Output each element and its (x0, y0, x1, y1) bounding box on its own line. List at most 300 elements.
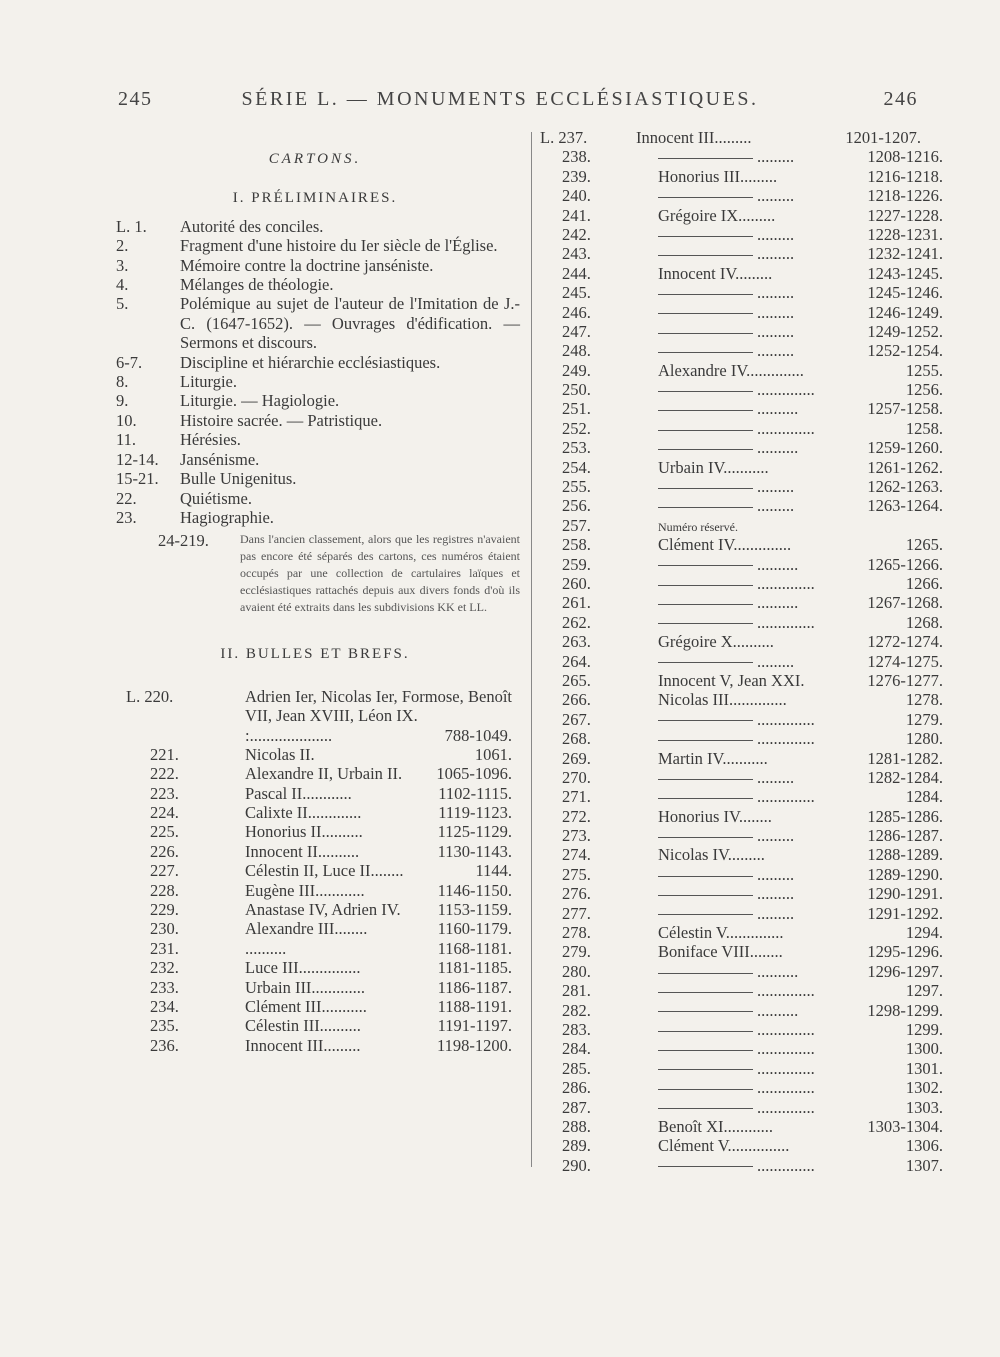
bulle-name-cell (658, 283, 858, 302)
bulle-number: 248. (562, 341, 591, 361)
bulle-date: 1061. (474, 744, 512, 764)
bulle-date: 1168-1181. (437, 938, 512, 958)
ditto-rule (658, 1089, 753, 1090)
bulle-name-cell (658, 923, 858, 942)
bulle-name: .......... (757, 399, 799, 419)
bulle-first-date-row (110, 726, 520, 745)
bulle-entry (540, 903, 943, 923)
bulle-number: 283. (562, 1019, 591, 1039)
bulle-date: 1262-1263. (867, 477, 943, 497)
section-heading-bulles: II. BULLES ET BREFS. (220, 646, 410, 663)
ditto-rule (658, 1166, 753, 1167)
bulle-number: 280. (562, 961, 591, 981)
bulle-name-cell (658, 322, 858, 341)
bulle-date: 1261-1262. (867, 457, 943, 477)
bulle-number: 284. (562, 1039, 591, 1059)
bulle-date: 1186-1187. (437, 977, 512, 997)
bulle-entry (540, 418, 943, 438)
bulle-entry (110, 1036, 520, 1055)
bulle-name-cell (658, 361, 858, 380)
bulle-entry (110, 881, 520, 900)
ditto-rule (658, 623, 753, 624)
bulle-date: 1297. (905, 981, 943, 1001)
bulle-name-cell (658, 690, 858, 709)
bulle-date: 1276-1277. (867, 670, 943, 690)
bulle-date: 1198-1200. (436, 1035, 512, 1055)
bulle-entry (540, 457, 943, 477)
bulle-name: Alexandre II, Urbain II. (245, 764, 403, 784)
ditto-rule (658, 895, 753, 896)
bulle-date: 1301. (905, 1058, 943, 1078)
bulle-date: 1065-1096. (436, 764, 512, 784)
bulle-entry (540, 399, 943, 419)
bulle-name: .............. (757, 1058, 815, 1078)
bulle-number: 244. (562, 263, 591, 283)
bulle-name: Innocent III......... (636, 128, 752, 147)
bulle-name-cell (658, 419, 858, 438)
bulle-name-cell (658, 438, 858, 457)
bulle-name: .............. (757, 981, 815, 1001)
bulle-number: 230. (150, 919, 179, 939)
bulle-number: 251. (562, 399, 591, 419)
bulle-number: 278. (562, 923, 591, 943)
ditto-rule (658, 333, 753, 334)
bulle-first-leader: :.................... (245, 725, 333, 745)
bulle-date: 1265-1266. (867, 554, 943, 574)
bulle-entry (540, 1097, 943, 1117)
bulle-entry (540, 806, 943, 826)
preliminaire-entry (110, 469, 520, 488)
bulle-name-cell (658, 225, 858, 244)
page-number-right: 246 (883, 88, 918, 110)
entry-text: Bulle Unigenitus. (180, 469, 297, 489)
bulle-name-cell (658, 942, 858, 961)
bulle-name: .......... (757, 593, 799, 613)
bulle-name-cell (658, 652, 858, 671)
bulle-name: Innocent IV......... (658, 263, 773, 283)
bulle-date: 1282-1284. (867, 767, 943, 787)
bulle-entry (110, 764, 520, 783)
bulle-date: 1279. (905, 709, 943, 729)
bulle-date: 1296-1297. (867, 961, 943, 981)
bulle-name-cell (658, 264, 858, 283)
bulle-date: 1232-1241. (867, 244, 943, 264)
bulle-first-date: 788-1049. (444, 725, 512, 745)
bulle-number: 245. (562, 283, 591, 303)
bulle-name: .......... (757, 961, 799, 981)
bulle-number: 269. (562, 748, 591, 768)
preliminaire-entry (110, 236, 520, 255)
bulle-name: ......... (757, 302, 795, 322)
ditto-rule (658, 1050, 753, 1051)
bulle-number: 281. (562, 981, 591, 1001)
bulle-date: 1191-1197. (437, 1016, 512, 1036)
bulle-name-cell (658, 399, 858, 418)
bulle-entry (540, 748, 943, 768)
bulle-name-cell (658, 167, 858, 186)
bulle-first-text: Adrien Ier, Nicolas Ier, Formose, Benoît VII, Jean XVIII, Léon IX. (245, 686, 512, 726)
entry-number: L. 1. (116, 216, 147, 236)
bulle-entry (540, 1000, 943, 1020)
entry-number: 11. (116, 430, 137, 450)
bulle-name: Célestin III.......... (245, 1016, 361, 1036)
bulle-name: ......... (757, 651, 795, 671)
bulle-name: Nicolas IV......... (658, 845, 765, 865)
bulle-name: Clément IV.............. (658, 535, 792, 555)
bulle-entry (540, 554, 943, 574)
bulle-name-cell (658, 516, 858, 535)
page-number-left: 245 (118, 88, 153, 110)
bulle-name-cell (658, 787, 858, 806)
ditto-rule (658, 430, 753, 431)
bulle-entry (540, 729, 943, 749)
bulle-entry (110, 842, 520, 861)
bulle-name-cell (658, 981, 858, 1000)
bulle-name: Nicolas III.............. (658, 690, 787, 710)
bulle-entry (540, 1136, 943, 1156)
bulle-entry (540, 438, 943, 458)
bulle-number: 259. (562, 554, 591, 574)
bulle-date: 1299. (905, 1019, 943, 1039)
entry-number: 12-14. (116, 449, 159, 469)
bulle-name: .......... (245, 938, 287, 958)
bulle-name-cell (658, 380, 858, 399)
bulle-number: 241. (562, 205, 591, 225)
entry-number: 3. (116, 255, 129, 275)
bulle-date (858, 516, 943, 535)
bulle-date: 1280. (905, 729, 943, 749)
bulle-entry (540, 186, 943, 206)
bulle-number: L. 237. (540, 128, 588, 147)
bulle-entry (540, 864, 943, 884)
bulle-name: .............. (757, 612, 815, 632)
bulle-entry (540, 224, 943, 244)
bulle-number: 235. (150, 1016, 179, 1036)
bulle-date: 1265. (905, 535, 943, 555)
bulle-entry (540, 205, 943, 225)
bulle-name-cell (658, 186, 858, 205)
bulle-entry (540, 1155, 943, 1175)
bulle-entry (540, 593, 943, 613)
bulle-name: Innocent V, Jean XXI. (658, 670, 805, 690)
bulle-name: Anastase IV, Adrien IV. (245, 900, 401, 920)
bulle-name: ......... (757, 477, 795, 497)
bulle-entry (110, 784, 520, 803)
preliminaire-entry (110, 256, 520, 275)
bulle-entry (110, 919, 520, 938)
bulle-name: Grégoire IX......... (658, 205, 776, 225)
bulle-name: Numéro réservé. (658, 519, 738, 534)
bulle-name-cell (658, 962, 858, 981)
bulle-entry (540, 942, 943, 962)
bulle-number: 249. (562, 360, 591, 380)
bulle-name-cell (658, 865, 858, 884)
bulle-name: Benoît XI............ (658, 1116, 774, 1136)
bulle-date: 1258. (905, 418, 943, 438)
bulle-entry (540, 321, 943, 341)
bulle-date: 1284. (905, 787, 943, 807)
bulle-number: 224. (150, 803, 179, 823)
bulle-number: 229. (150, 900, 179, 920)
bulle-date: 1188-1191. (437, 996, 512, 1016)
bulle-entry (540, 845, 943, 865)
preliminaires-list (110, 217, 520, 528)
bulle-name: .............. (757, 787, 815, 807)
ditto-rule (658, 507, 753, 508)
bulle-number: 271. (562, 787, 591, 807)
bulle-date: 1307. (905, 1155, 943, 1175)
ditto-rule (658, 662, 753, 663)
bulle-date: 1257-1258. (867, 399, 943, 419)
bulle-entry (540, 302, 943, 322)
bulle-entry (110, 745, 520, 764)
note-text: Dans l'ancien classement, alors que les registres n'avaient pas encore été séparés des cartons, ces numéros étaient occupés par une collection de cartulaires laïques et ecclésiastiques rattachés depuis aux divers fonds d'où ils avaient été extraits dans les subdivisions KK et LL. (240, 532, 520, 614)
entry-number: 9. (116, 391, 129, 411)
bulle-entry (110, 803, 520, 822)
bulle-entry (540, 961, 943, 981)
bulle-date: 1208-1216. (867, 147, 943, 167)
bulle-entry (540, 1116, 943, 1136)
bulle-number: 286. (562, 1078, 591, 1098)
bulle-date: 1306. (905, 1136, 943, 1156)
bulle-entry (110, 958, 520, 977)
bulle-name: Alexandre IV.............. (658, 360, 804, 380)
ditto-rule (658, 779, 753, 780)
bulle-name: ......... (757, 496, 795, 516)
entry-number: 5. (116, 294, 129, 314)
bulle-name: ......... (757, 224, 795, 244)
bulle-date: 1130-1143. (437, 841, 512, 861)
entry-text: Polémique au sujet de l'auteur de l'Imitation de J.-C. (1647-1652). — Ouvrages d'édification. — Sermons et discours. (180, 294, 520, 353)
bulle-number: 227. (150, 861, 179, 881)
bulle-entry (110, 822, 520, 841)
bulle-name: ......... (757, 864, 795, 884)
bulle-name-cell (658, 904, 858, 923)
bulle-date: 1285-1286. (867, 806, 943, 826)
bulle-number: 263. (562, 632, 591, 652)
bulle-date: 1259-1260. (867, 438, 943, 458)
bulle-name: Grégoire X.......... (658, 632, 774, 652)
bulle-name: .......... (757, 1000, 799, 1020)
ditto-rule (658, 973, 753, 974)
bulle-entry (540, 767, 943, 787)
bulle-date: 1303. (905, 1097, 943, 1117)
bulle-name: Urbain IV........... (658, 457, 769, 477)
bulle-name-cell (658, 341, 858, 360)
bulle-number: 254. (562, 457, 591, 477)
bulle-number: 261. (562, 593, 591, 613)
ditto-rule (658, 837, 753, 838)
bulle-entry (540, 651, 943, 671)
preliminaire-entry (110, 372, 520, 391)
ditto-rule (658, 410, 753, 411)
entry-number: 22. (116, 488, 137, 508)
bulle-entry (540, 612, 943, 632)
bulle-number: 266. (562, 690, 591, 710)
bulle-number: 272. (562, 806, 591, 826)
preliminaire-entry (110, 411, 520, 430)
bulle-name: ......... (757, 244, 795, 264)
bulle-name-cell (658, 593, 858, 612)
bulle-number: 221. (150, 744, 179, 764)
bulle-date: 1160-1179. (437, 919, 512, 939)
bulle-date: 1290-1291. (867, 884, 943, 904)
bulle-name: ......... (757, 826, 795, 846)
bulle-entry (540, 283, 943, 303)
bulle-name: .............. (757, 1019, 815, 1039)
bulle-number: 264. (562, 651, 591, 671)
bulle-name-cell (658, 1117, 858, 1136)
bulle-date: 1201-1207. (845, 128, 921, 147)
bulle-name-cell (658, 1136, 858, 1155)
bulles-list (110, 745, 520, 1055)
bulle-number: 240. (562, 186, 591, 206)
bulle-entry (540, 477, 943, 497)
bulle-name-cell (658, 303, 858, 322)
bulle-entry (110, 900, 520, 919)
bulle-number: 222. (150, 764, 179, 784)
bulle-number: 256. (562, 496, 591, 516)
bulle-date: 1302. (905, 1078, 943, 1098)
ditto-rule (658, 604, 753, 605)
bulle-name: Innocent II.......... (245, 841, 360, 861)
bulle-date: 1300. (905, 1039, 943, 1059)
right-column (540, 128, 943, 1175)
bulle-number: 247. (562, 321, 591, 341)
bulle-entry (540, 244, 943, 264)
bulle-entry (540, 1078, 943, 1098)
bulle-entry (540, 496, 943, 516)
entry-number: 10. (116, 410, 137, 430)
bulle-name-cell (658, 574, 858, 593)
entry-text: Mélanges de théologie. (180, 275, 334, 295)
bulle-name-cell (658, 710, 858, 729)
bulle-name: Alexandre III........ (245, 919, 368, 939)
note-entry (110, 531, 520, 615)
bulle-date: 1102-1115. (438, 783, 512, 803)
bulle-entry (540, 690, 943, 710)
bulle-entry (540, 1039, 943, 1059)
bulle-name: Urbain III............. (245, 977, 366, 997)
bulle-entry (110, 861, 520, 880)
preliminaire-entry (110, 489, 520, 508)
ditto-rule (658, 565, 753, 566)
bulle-date: 1266. (905, 573, 943, 593)
bulle-entry (540, 826, 943, 846)
bulle-number: 262. (562, 612, 591, 632)
bulle-name-cell (658, 1039, 858, 1058)
ditto-rule (658, 158, 753, 159)
entry-text: Liturgie. — Hagiologie. (180, 391, 340, 411)
ditto-rule (658, 197, 753, 198)
ditto-rule (658, 236, 753, 237)
ditto-rule (658, 255, 753, 256)
bulle-name: .............. (757, 709, 815, 729)
bulle-name-cell (658, 632, 858, 651)
bulle-name: Honorius III......... (658, 166, 778, 186)
bulle-entry (540, 341, 943, 361)
bulle-date: 1288-1289. (867, 845, 943, 865)
page-title: SÉRIE L. — MONUMENTS ECCLÉSIASTIQUES. (241, 88, 759, 110)
bulle-number: 282. (562, 1000, 591, 1020)
bulle-name-cell (658, 1059, 858, 1078)
bulle-entry (540, 1019, 943, 1039)
bulle-name: ......... (757, 186, 795, 206)
ditto-rule (658, 720, 753, 721)
bulle-date: 1216-1218. (867, 166, 943, 186)
bulle-date: 1263-1264. (867, 496, 943, 516)
bulle-entry (540, 147, 943, 167)
bulle-name-cell (658, 244, 858, 263)
bulle-date: 1286-1287. (867, 826, 943, 846)
bulle-entry (110, 1016, 520, 1035)
ditto-rule (658, 1011, 753, 1012)
bulle-entry (540, 1058, 943, 1078)
bulle-entry (110, 997, 520, 1016)
bulle-number: 225. (150, 822, 179, 842)
bulle-name: Pascal II............ (245, 783, 352, 803)
ditto-rule (658, 1069, 753, 1070)
ditto-rule (658, 992, 753, 993)
bulle-number: 276. (562, 884, 591, 904)
bulle-name-cell (658, 206, 858, 225)
bulle-name: Innocent III......... (245, 1035, 361, 1055)
bulle-entry (540, 787, 943, 807)
bulle-number: 274. (562, 845, 591, 865)
entry-number: 2. (116, 236, 129, 256)
bulle-date: 1249-1252. (867, 321, 943, 341)
bulle-entry (540, 670, 943, 690)
bulle-number: 246. (562, 302, 591, 322)
ditto-rule (658, 352, 753, 353)
bulle-name-cell (658, 826, 858, 845)
bulle-number: 243. (562, 244, 591, 264)
bulle-name-cell (658, 496, 858, 515)
bulle-number: 290. (562, 1155, 591, 1175)
entry-text: Hagiographie. (180, 507, 274, 527)
bulle-name: ......... (757, 147, 795, 167)
bulle-date: 1281-1282. (867, 748, 943, 768)
bulle-name-cell (658, 458, 858, 477)
bulle-date: 1243-1245. (867, 263, 943, 283)
bulle-name: .............. (757, 573, 815, 593)
bulle-entry (540, 709, 943, 729)
bulle-name: .............. (757, 380, 815, 400)
bulle-date: 1272-1274. (867, 632, 943, 652)
bulle-entry (110, 939, 520, 958)
bulle-number: 277. (562, 903, 591, 923)
bulle-date: 1144. (475, 861, 512, 881)
ditto-rule (658, 313, 753, 314)
bulle-name: ......... (757, 341, 795, 361)
ditto-rule (658, 449, 753, 450)
bulle-number: 242. (562, 224, 591, 244)
ditto-rule (658, 294, 753, 295)
bulle-number: 260. (562, 573, 591, 593)
bulle-name: Célestin II, Luce II........ (245, 861, 404, 881)
bulle-date: 1181-1185. (437, 958, 512, 978)
bulle-date: 1245-1246. (867, 283, 943, 303)
ditto-rule (658, 585, 753, 586)
bulle-name-cell (658, 535, 858, 554)
bulle-entry (540, 516, 940, 535)
bulle-entry (540, 981, 943, 1001)
bulle-name-cell (658, 845, 858, 864)
entry-text: Discipline et hiérarchie ecclésiastiques. (180, 352, 441, 372)
entry-number: 8. (116, 372, 129, 392)
bulle-name: Honorius II.......... (245, 822, 363, 842)
bulle-date: 1294. (905, 923, 943, 943)
